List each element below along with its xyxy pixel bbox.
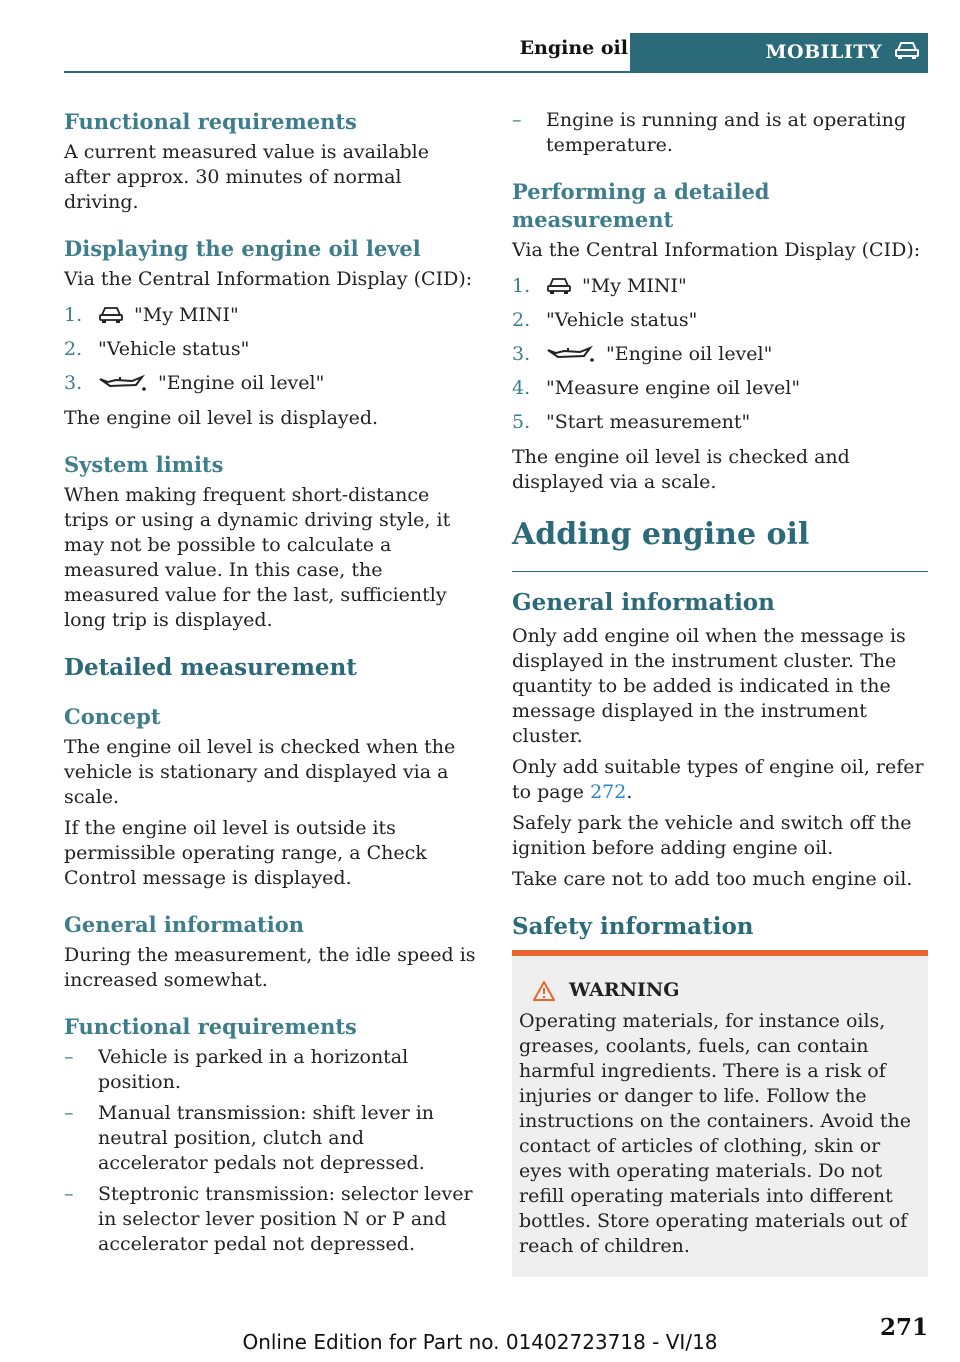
list-item: – Steptronic transmission: selector lever in selector lever position N or P and accelerator pedal not depressed. [64,1182,479,1257]
heading-general-information: General information [64,912,305,937]
step-text: "Start measurement" [546,410,751,433]
list-item-text: Vehicle is parked in a horizontal position. [98,1046,409,1093]
oil-can-icon [546,344,596,364]
list-item [64,298,479,332]
step-number: 2. [64,337,83,360]
paragraph: During the measurement, the idle speed is increased somewhat. [64,944,476,991]
list-item-text: Steptronic transmission: selector lever in selector lever position N or P and accelerator pedal not depressed. [98,1183,473,1255]
warning-triangle-icon [533,981,555,1001]
section-divider [512,571,928,572]
heading-adding-engine-oil: Adding engine oil [512,517,810,552]
step-text: "Vehicle status" [546,308,698,331]
paragraph: The engine oil level is displayed. [64,407,379,429]
heading-performing-measurement: Performing a detailed measurement [512,179,770,232]
list-item [64,366,479,400]
heading-concept: Concept [64,704,161,729]
paragraph: The engine oil level is checked and displayed via a scale. [512,446,850,493]
step-number: 3. [512,342,531,365]
warning-title [533,978,922,1003]
step-number: 1. [512,274,531,297]
page-header [64,33,928,73]
car-icon [98,305,124,325]
paragraph: The engine oil level is checked when the vehicle is stationary and displayed via a scale. [64,736,456,808]
paragraph: Take care not to add too much engine oil. [512,868,913,890]
paragraph: Safely park the vehicle and switch off the ignition before adding engine oil. [512,812,912,859]
step-text: "Engine oil level" [606,342,773,365]
header-section-title: Engine oil [519,37,628,59]
step-number: 3. [64,371,83,394]
list-item [512,303,928,337]
heading-safety-information: Safety information [512,913,754,940]
heading-system-limits: System limits [64,452,224,477]
heading-functional-requirements: Functional requirements [64,109,357,134]
paragraph: Via the Central Information Display (CID): [64,268,473,290]
car-icon [546,276,572,296]
paragraph: Via the Central Information Display (CID): [512,239,921,261]
warning-text: Operating materials, for instance oils, greases, coolants, fuels, can contain harmful ingredients. There is a risk of injuries or danger to life. Follow the instructions on the containers. Avoid the contact of articles of clothing, skin or eyes with operating materials. Do not refill operating materials into different bottles. Store operating materials out of reach of children. [519,1010,911,1257]
list-item [64,332,479,366]
list-item: – Manual transmission: shift lever in neutral position, clutch and accelerator pedals not depressed. [64,1101,479,1176]
header-chapter-title: MOBILITY [765,41,882,63]
warning-label: WARNING [569,979,680,1001]
car-icon [894,39,920,66]
step-number: 1. [64,303,83,326]
footer-edition: Online Edition for Part no. 01402723718 - VI/18 [242,1330,718,1354]
list-item-text: Manual transmission: shift lever in neutral position, clutch and accelerator pedals not depressed. [98,1102,435,1174]
paragraph: When making frequent short-distance trips or using a dynamic driving style, it may not be possible to calculate a measured value. In this case, the measured value for the last, sufficiently long trip is displayed. [64,484,451,631]
step-text: "Engine oil level" [158,371,325,394]
list-item: – Engine is running and is at operating temperature. [512,108,928,158]
display-steps-list [64,298,479,400]
paragraph: If the engine oil level is outside its permissible operating range, a Check Control message is displayed. [64,817,427,889]
list-item: – Vehicle is parked in a horizontal position. [64,1045,479,1095]
step-text: "Measure engine oil level" [546,376,801,399]
paragraph: A current measured value is available after approx. 30 minutes of normal driving. [64,141,429,213]
list-item [512,371,928,405]
step-text: "Vehicle status" [98,337,250,360]
step-number: 5. [512,410,531,433]
header-chapter-tab [630,33,928,71]
page-number: 271 [879,1314,928,1341]
page-link[interactable]: 272 [590,781,627,803]
requirements-list [64,1045,479,1257]
step-number: 2. [512,308,531,331]
paragraph: Only add suitable types of engine oil, refer to page 272. [512,756,924,803]
heading-detailed-measurement: Detailed measurement [64,654,357,681]
list-item [512,337,928,371]
left-column [64,108,479,1263]
step-text: "My MINI" [134,303,239,326]
paragraph: Only add engine oil when the message is displayed in the instrument cluster. The quantity to be added is indicated in the message displayed in the instrument cluster. [512,625,906,747]
list-item [512,405,928,439]
warning-box [512,950,928,1277]
step-text: "My MINI" [582,274,687,297]
oil-can-icon [98,373,148,393]
list-item [512,269,928,303]
heading-general-information: General information [512,589,775,616]
requirements-list-continued [512,108,928,158]
heading-displaying-oil-level: Displaying the engine oil level [64,236,421,261]
step-number: 4. [512,376,531,399]
right-column [512,108,928,1277]
heading-functional-requirements-2: Functional requirements [64,1014,357,1039]
perform-steps-list [512,269,928,439]
list-item-text: Engine is running and is at operating temperature. [546,109,907,156]
